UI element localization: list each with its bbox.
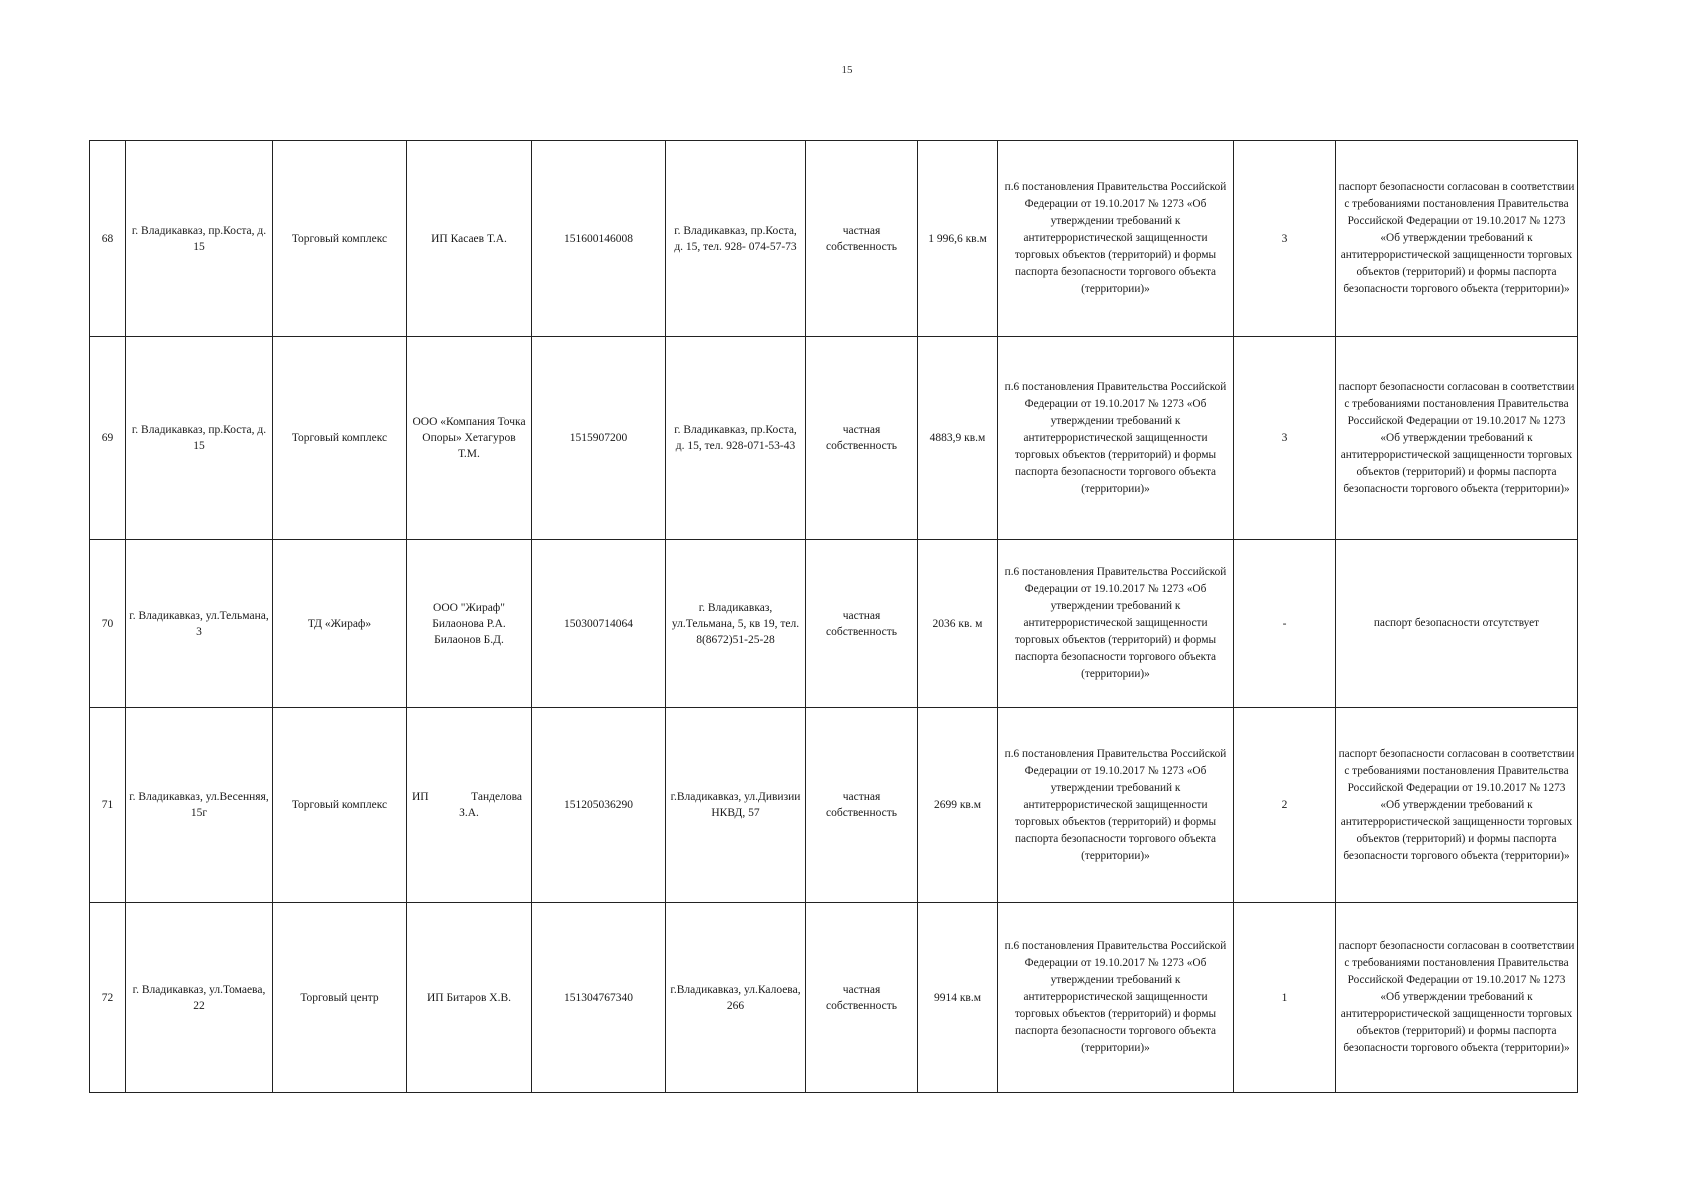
- row-number: 69: [90, 337, 126, 540]
- legal-basis: п.6 постановления Правительства Российской Федерации от 19.10.2017 № 1273 «Об утверждении требований к антитеррористической защищенности торговых объектов (территорий) и формы паспорта безопасности торгового объекта (территории)»: [998, 141, 1234, 337]
- owner-address: г.Владикавказ, ул.Калоева, 266: [666, 903, 806, 1093]
- object-type: Торговый центр: [273, 903, 407, 1093]
- ownership-form: частная собственность: [806, 337, 918, 540]
- object-area: 2699 кв.м: [918, 708, 998, 903]
- ownership-form: частная собственность: [806, 540, 918, 708]
- table-row: [90, 708, 1578, 903]
- owner-inn: 1515907200: [532, 337, 666, 540]
- object-area: 2036 кв. м: [918, 540, 998, 708]
- row-number: 70: [90, 540, 126, 708]
- object-location: г. Владикавказ, пр.Коста, д. 15: [126, 337, 273, 540]
- owner-inn: 151600146008: [532, 141, 666, 337]
- owner-inn: 151304767340: [532, 903, 666, 1093]
- owner-initials: З.А.: [459, 807, 479, 819]
- owner-address: г. Владикавказ, пр.Коста, д. 15, тел. 928- 074-57-73: [666, 141, 806, 337]
- object-type: Торговый комплекс: [273, 337, 407, 540]
- object-area: 1 996,6 кв.м: [918, 141, 998, 337]
- passport-status: паспорт безопасности согласован в соответствии с требованиями постановления Правительства Российской Федерации от 19.10.2017 № 1273 «Об утверждении требований к антитеррористической защищенности торговых объектов (территорий) и формы паспорта безопасности торгового объекта (территории)»: [1336, 903, 1578, 1093]
- ownership-form: частная собственность: [806, 141, 918, 337]
- object-area: 9914 кв.м: [918, 903, 998, 1093]
- legal-basis: п.6 постановления Правительства Российской Федерации от 19.10.2017 № 1273 «Об утверждении требований к антитеррористической защищенности торговых объектов (территорий) и формы паспорта безопасности торгового объекта (территории)»: [998, 903, 1234, 1093]
- owner-inn: 150300714064: [532, 540, 666, 708]
- row-number: 72: [90, 903, 126, 1093]
- page-number: 15: [841, 64, 853, 76]
- passport-status: паспорт безопасности отсутствует: [1336, 540, 1578, 708]
- object-type: ТД «Жираф»: [273, 540, 407, 708]
- object-location: г. Владикавказ, ул.Тельмана, 3: [126, 540, 273, 708]
- object-area: 4883,9 кв.м: [918, 337, 998, 540]
- object-type: Торговый комплекс: [273, 141, 407, 337]
- category: -: [1234, 540, 1336, 708]
- table-row: [90, 337, 1578, 540]
- owner-address: г.Владикавказ, ул.Дивизии НКВД, 57: [666, 708, 806, 903]
- owner-name: ООО «Компания Точка Опоры» Хетагуров Т.М.: [407, 337, 532, 540]
- owner-prefix: ИП: [412, 791, 429, 803]
- owner-name: ИП Битаров Х.В.: [407, 903, 532, 1093]
- table-row: [90, 141, 1578, 337]
- table-row: [90, 903, 1578, 1093]
- table-row: [90, 540, 1578, 708]
- ownership-form: частная собственность: [806, 903, 918, 1093]
- row-number: 68: [90, 141, 126, 337]
- category: 1: [1234, 903, 1336, 1093]
- object-location: г. Владикавказ, ул.Томаева, 22: [126, 903, 273, 1093]
- category: 3: [1234, 141, 1336, 337]
- legal-basis: п.6 постановления Правительства Российской Федерации от 19.10.2017 № 1273 «Об утверждении требований к антитеррористической защищенности торговых объектов (территорий) и формы паспорта безопасности торгового объекта (территории)»: [998, 540, 1234, 708]
- owner-surname: Танделова: [471, 791, 522, 803]
- category: 2: [1234, 708, 1336, 903]
- owner-address: г. Владикавказ, пр.Коста, д. 15, тел. 928-071-53-43: [666, 337, 806, 540]
- owner-name: ООО "Жираф" Билаонова Р.А. Билаонов Б.Д.: [407, 540, 532, 708]
- legal-basis: п.6 постановления Правительства Российской Федерации от 19.10.2017 № 1273 «Об утверждении требований к антитеррористической защищенности торговых объектов (территорий) и формы паспорта безопасности торгового объекта (территории)»: [998, 337, 1234, 540]
- owner-name: ИП Касаев Т.А.: [407, 141, 532, 337]
- owner-inn: 151205036290: [532, 708, 666, 903]
- passport-status: паспорт безопасности согласован в соответствии с требованиями постановления Правительства Российской Федерации от 19.10.2017 № 1273 «Об утверждении требований к антитеррористической защищенности торговых объектов (территорий) и формы паспорта безопасности торгового объекта (территории)»: [1336, 141, 1578, 337]
- category: 3: [1234, 337, 1336, 540]
- owner-name: [407, 708, 532, 903]
- object-location: г. Владикавказ, ул.Весенняя, 15г: [126, 708, 273, 903]
- passport-status: паспорт безопасности согласован в соответствии с требованиями постановления Правительства Российской Федерации от 19.10.2017 № 1273 «Об утверждении требований к антитеррористической защищенности торговых объектов (территорий) и формы паспорта безопасности торгового объекта (территории)»: [1336, 708, 1578, 903]
- owner-address: г. Владикавказ, ул.Тельмана, 5, кв 19, тел. 8(8672)51-25-28: [666, 540, 806, 708]
- ownership-form: частная собственность: [806, 708, 918, 903]
- object-type: Торговый комплекс: [273, 708, 407, 903]
- objects-table: [89, 140, 1578, 1093]
- row-number: 71: [90, 708, 126, 903]
- object-location: г. Владикавказ, пр.Коста, д. 15: [126, 141, 273, 337]
- passport-status: паспорт безопасности согласован в соответствии с требованиями постановления Правительства Российской Федерации от 19.10.2017 № 1273 «Об утверждении требований к антитеррористической защищенности торговых объектов (территорий) и формы паспорта безопасности торгового объекта (территории)»: [1336, 337, 1578, 540]
- legal-basis: п.6 постановления Правительства Российской Федерации от 19.10.2017 № 1273 «Об утверждении требований к антитеррористической защищенности торговых объектов (территорий) и формы паспорта безопасности торгового объекта (территории)»: [998, 708, 1234, 903]
